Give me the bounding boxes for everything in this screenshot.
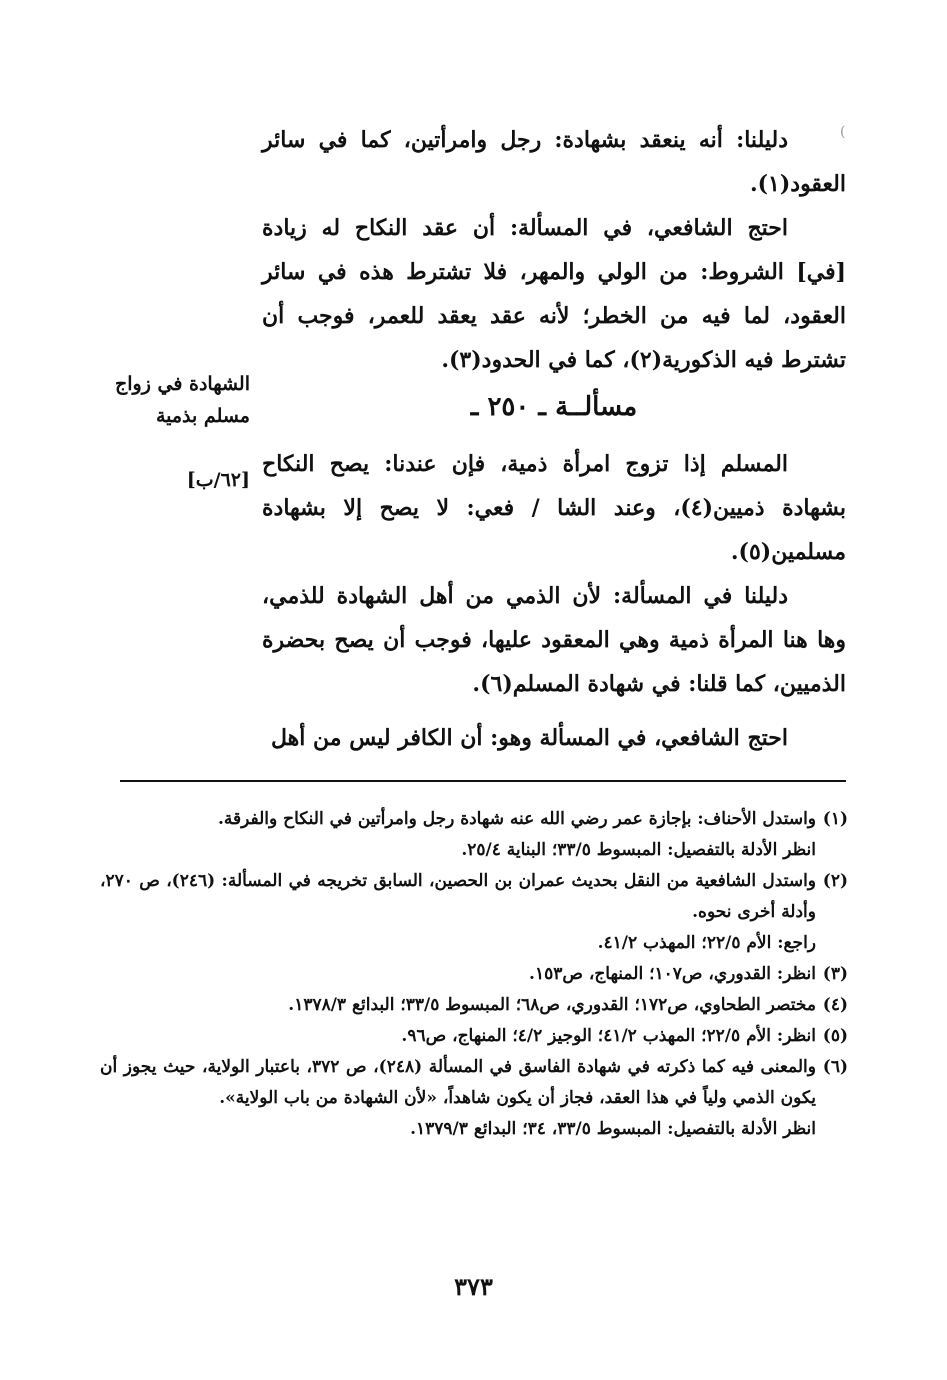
footnote-number: (٦) [822, 1057, 848, 1077]
footnote-number: (٢) [822, 871, 848, 891]
footnote [100, 866, 848, 928]
footnotes [100, 804, 848, 1145]
corner-mark: ( [840, 124, 846, 140]
issue-heading: مسألــة ـ ٢٥٠ ـ [470, 392, 638, 422]
page-number: ٣٧٣ [454, 1272, 493, 1301]
paragraph-evidence: دليلنا: أنه ينعقد بشهادة: رجل وامرأتين، كما في سائر العقود(١). [262, 127, 846, 197]
paragraph-shafii-argument: احتج الشافعي، في المسألة: أن عقد النكاح له زيادة [في] الشروط: من الولي والمهر، فلا تشترط هذه في سائر العقود، لما فيه من الخطر؛ لأنه عقد يعقد للعمر، فوجب أن تشترط فيه الذكورية(٢)، كما في الحدود(٣). [262, 215, 846, 373]
footnote-number: (٣) [822, 964, 848, 984]
footnote-number: (١) [822, 809, 848, 829]
footnote-text: انظر الأدلة بالتفصيل: المبسوط ٣٣/٥؛ البناية ٢٥/٤. [461, 840, 816, 860]
footnote-text: انظر: القدوري، ص١٠٧؛ المنهاج، ص١٥٣. [529, 964, 816, 984]
footnote-number: (٥) [822, 1026, 848, 1046]
footnote [100, 959, 848, 990]
footnote [100, 1052, 848, 1114]
footnote [100, 1021, 848, 1052]
footnote-text: واستدل الأحناف: بإجازة عمر رضي الله عنه شهادة رجل وامرأتين في النكاح والفرقة. [217, 809, 816, 829]
manuscript-folio-ref: [٦٢/ب] [186, 469, 250, 491]
footnote [100, 804, 848, 835]
margin-note-line: الشهادة في زواج [114, 373, 250, 395]
paragraph-issue-statement: المسلم إذا تزوج امرأة ذمية، فإن عندنا: يصح النكاح بشهادة ذميين(٤)، وعند الشا / فعي: لا يصح إلا بشهادة مسلمين(٥). [262, 451, 847, 565]
footnote-divider [120, 780, 846, 782]
footnote-text: راجع: الأم ٢٢/٥؛ المهذب ٤١/٢. [597, 933, 816, 953]
main-text [262, 118, 846, 760]
paragraph-shafii-issue: احتج الشافعي، في المسألة وهو: أن الكافر ليس من أهل [270, 725, 788, 751]
margin-note-line: مسلم بذمية [155, 405, 250, 427]
footnote-text: والمعنى فيه كما ذكرته في شهادة الفاسق في المسألة (٢٤٨)، ص ٣٧٢، باعتبار الولاية، حيث يجوز أن يكون الذمي ولياً في هذا العقد، فجاز أن يكون شاهداً، «لأن الشهادة من باب الولاية». [100, 1057, 816, 1108]
footnote-text: مختصر الطحاوي، ص١٧٢؛ القدوري، ص٦٨؛ المبسوط ٣٣/٥؛ البدائع ١٣٧٨/٣. [288, 995, 816, 1015]
footnote-number: (٤) [822, 995, 848, 1015]
footnote-text: واستدل الشافعية من النقل بحديث عمران بن الحصين، السابق تخريجه في المسألة: (٢٤٦)، ص ٢٧٠، وأدلة أخرى نحوه. [100, 871, 817, 922]
footnote-text: انظر: الأم ٢٢/٥؛ المهذب ٤١/٢؛ الوجيز ٤/٢؛ المنهاج، ص٩٦. [401, 1026, 816, 1046]
footnote [100, 990, 848, 1021]
margin-note [100, 368, 250, 432]
footnote-text: انظر الأدلة بالتفصيل: المبسوط ٣٣/٥، ٣٤؛ البدائع ١٣٧٩/٣. [410, 1119, 816, 1139]
paragraph-evidence-issue: دليلنا في المسألة: لأن الذمي من أهل الشهادة للذمي، وها هنا المرأة ذمية وهي المعقود عليها، فوجب أن يصح بحضرة الذميين، كما قلنا: في شهادة المسلم(٦). [262, 583, 846, 697]
